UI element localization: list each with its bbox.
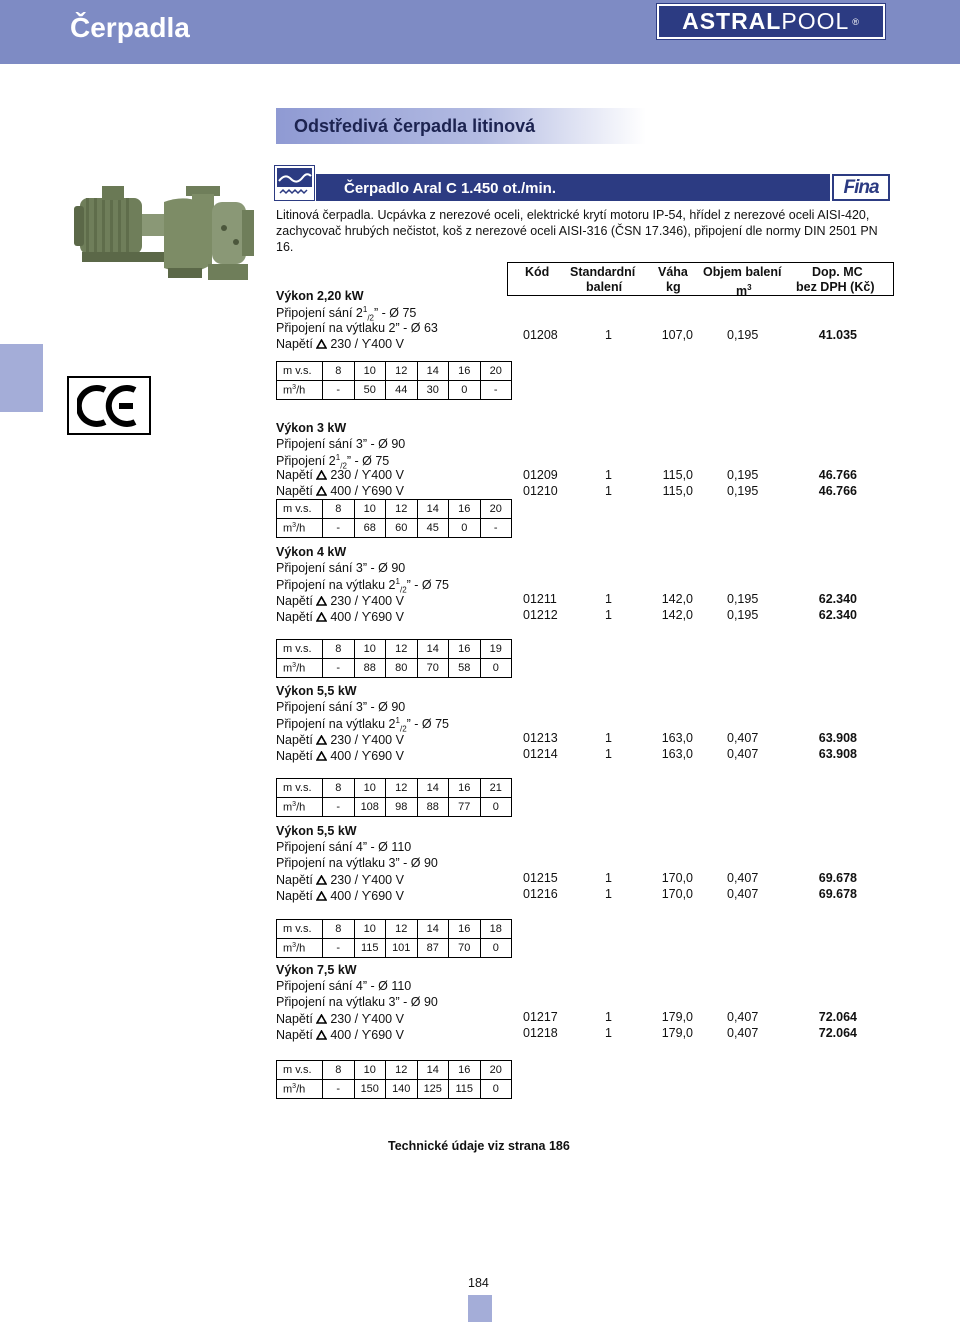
delta-triangle-icon	[316, 751, 327, 761]
technical-data-note: Technické údaje viz strana 186	[388, 1139, 570, 1153]
spec-line-text: Napětí	[276, 889, 317, 903]
flow-label	[277, 519, 323, 538]
product-volume: 0,195	[727, 468, 759, 482]
delta-triangle-icon	[316, 612, 327, 622]
flow-label	[277, 381, 323, 400]
product-weight: 179,0	[661, 1026, 693, 1040]
flow-value: 70	[417, 659, 449, 678]
voltage-value: 230 / ϒ400 V	[330, 1012, 404, 1026]
head-value: 10	[354, 920, 386, 939]
performance-table	[276, 1060, 512, 1099]
head-value: 18	[480, 920, 512, 939]
spec-line-text: Napětí	[276, 468, 317, 482]
voltage-value: 400 / ϒ690 V	[330, 484, 404, 498]
performance-table	[276, 919, 512, 958]
voltage-value: 230 / ϒ400 V	[330, 594, 404, 608]
spec-line-text: Připojení 2	[276, 454, 336, 469]
connection-line	[276, 305, 416, 323]
head-value: 16	[449, 1061, 481, 1080]
logo-light-text: POOL	[781, 8, 850, 34]
head-row	[277, 362, 512, 381]
flow-value: 0	[480, 798, 512, 817]
flow-value: 0	[480, 1080, 512, 1099]
product-price: 62.340	[818, 592, 857, 606]
delta-triangle-icon	[316, 486, 327, 496]
head-value: 20	[480, 1061, 512, 1080]
flow-unit-sup: 3	[292, 800, 297, 808]
voltage-line	[276, 594, 404, 608]
flow-label	[277, 659, 323, 678]
flow-unit: m	[283, 801, 293, 814]
spec-line-text: Napětí	[276, 1028, 317, 1042]
flow-value: 87	[417, 939, 449, 958]
voltage-value: 230 / ϒ400 V	[330, 733, 404, 747]
head-row	[277, 500, 512, 519]
flow-unit-suffix: /h	[296, 1083, 306, 1096]
flow-label	[277, 1080, 323, 1099]
product-weight: 115,0	[662, 484, 693, 498]
flow-value: 140	[386, 1080, 418, 1099]
flow-value: -	[323, 381, 355, 400]
head-value: 10	[354, 362, 386, 381]
flow-value: 125	[417, 1080, 449, 1099]
flow-value: 70	[449, 939, 481, 958]
head-value: 12	[386, 920, 418, 939]
delta-triangle-icon	[316, 470, 327, 480]
performance-table	[276, 639, 512, 678]
spec-line-text: Připojení na výtlaku 2	[276, 578, 396, 593]
head-value: 8	[323, 779, 355, 798]
page-title: Čerpadla	[70, 12, 190, 43]
spec-line-text: Napětí	[276, 733, 317, 747]
flow-value: -	[323, 519, 355, 538]
flow-unit-suffix: /h	[296, 801, 306, 814]
spec-line-text: Napětí	[276, 337, 317, 351]
head-label: m v.s.	[277, 640, 323, 659]
head-value: 10	[354, 779, 386, 798]
voltage-line	[276, 610, 404, 624]
product-std-pack: 1	[605, 1026, 612, 1040]
flow-value: 68	[354, 519, 386, 538]
head-value: 14	[417, 500, 449, 519]
product-volume: 0,407	[727, 1010, 759, 1024]
delta-triangle-icon	[316, 891, 327, 901]
spec-line-text: Napětí	[276, 749, 317, 763]
head-value: 16	[449, 640, 481, 659]
head-value: 16	[449, 920, 481, 939]
spec-line-text: Připojení na výtlaku 3” - Ø 90	[276, 995, 438, 1009]
flow-value: -	[323, 939, 355, 958]
col-std-line1: Standardní	[570, 265, 636, 279]
col-price-line2: bez DPH (Kč)	[796, 280, 875, 294]
spec-line-text: Připojení sání 3” - Ø 90	[276, 561, 406, 575]
flow-row	[277, 939, 512, 958]
voltage-line	[276, 733, 404, 747]
product-weight: 163,0	[661, 747, 693, 761]
product-price: 69.678	[818, 887, 857, 901]
fraction-numerator: 1	[395, 577, 400, 586]
product-volume: 0,407	[727, 1026, 759, 1040]
head-value: 19	[480, 640, 512, 659]
head-value: 12	[386, 500, 418, 519]
col-volume-line2	[736, 280, 752, 299]
flow-value: 58	[449, 659, 481, 678]
product-price: 69.678	[818, 871, 857, 885]
head-row	[277, 920, 512, 939]
product-description: Litinová čerpadla. Ucpávka z nerezové oceli, elektrické krytí motoru IP-54, hřídel z nerezové oceli AISI-420, zachycovač hrubých nečistot, koš z nerezové oceli AISI-316 (ČSN 17.346), připojení dle normy DIN 2501 PN 16.	[276, 208, 878, 254]
fraction-denominator: /2	[340, 461, 347, 471]
flow-value: 88	[354, 659, 386, 678]
flow-value: 98	[386, 798, 418, 817]
flow-value: -	[323, 1080, 355, 1099]
fraction-denominator: /2	[367, 313, 374, 323]
flow-row	[277, 519, 512, 538]
fraction-denominator: /2	[399, 724, 407, 734]
voltage-line	[276, 749, 404, 763]
head-label: m v.s.	[277, 500, 323, 519]
flow-value: 101	[386, 939, 418, 958]
head-value: 10	[354, 1061, 386, 1080]
logo-bold-text: ASTRAL	[682, 8, 782, 34]
delta-triangle-icon	[316, 1014, 327, 1024]
spec-title: Výkon 5,5 kW	[276, 684, 357, 698]
spec-line-text: Připojení na výtlaku 2	[276, 717, 396, 732]
head-value: 14	[417, 920, 449, 939]
delta-triangle-icon	[316, 596, 327, 606]
head-value: 8	[323, 500, 355, 519]
flow-unit: m	[283, 942, 293, 955]
flow-unit: m	[283, 522, 293, 535]
fraction-numerator: 1	[395, 716, 400, 725]
flow-row	[277, 798, 512, 817]
connection-line	[276, 716, 449, 734]
spec-line-tail: ” - Ø 75	[346, 454, 390, 469]
product-volume: 0,195	[727, 484, 759, 498]
col-weight-line2: kg	[666, 280, 681, 294]
spec-line-text: Připojení sání 4” - Ø 110	[276, 840, 412, 854]
product-code: 01218	[523, 1026, 558, 1040]
flow-unit: m	[283, 662, 293, 675]
flow-unit-suffix: /h	[296, 522, 306, 535]
spec-line-text: Napětí	[276, 594, 317, 608]
product-code: 01209	[523, 468, 558, 482]
col-price-line1: Dop. MC	[812, 265, 863, 279]
product-price: 46.766	[818, 468, 857, 482]
col-code: Kód	[525, 265, 550, 279]
delta-triangle-icon	[316, 875, 327, 885]
product-std-pack: 1	[605, 887, 612, 901]
product-code: 01214	[523, 747, 558, 761]
voltage-value: 230 / ϒ400 V	[330, 337, 404, 351]
product-code: 01213	[523, 731, 558, 745]
col-volume-line1: Objem balení	[703, 265, 782, 279]
head-value: 14	[417, 1061, 449, 1080]
product-price: 46.766	[818, 484, 857, 498]
spec-title: Výkon 7,5 kW	[276, 963, 357, 977]
flow-value: -	[323, 798, 355, 817]
head-label: m v.s.	[277, 920, 323, 939]
ce-mark-icon	[67, 376, 151, 435]
product-code: 01208	[523, 328, 558, 342]
flow-value: -	[480, 381, 512, 400]
spec-line-text: Připojení sání 3” - Ø 90	[276, 700, 406, 714]
spec-title: Výkon 4 kW	[276, 545, 347, 559]
fraction-denominator: /2	[399, 585, 407, 595]
voltage-line	[276, 1028, 404, 1042]
page-tab-marker	[468, 1295, 492, 1322]
flow-unit-suffix: /h	[296, 942, 306, 955]
product-weight: 163,0	[661, 731, 693, 745]
head-value: 14	[417, 640, 449, 659]
product-volume: 0,195	[727, 608, 759, 622]
flow-value: -	[323, 659, 355, 678]
voltage-line	[276, 1012, 404, 1026]
product-code: 01210	[523, 484, 558, 498]
section-title: Odstředivá čerpadla litinová	[276, 108, 646, 144]
voltage-value: 400 / ϒ690 V	[330, 749, 404, 763]
flow-value: 150	[354, 1080, 386, 1099]
product-weight: 142,0	[661, 592, 693, 606]
flow-value: 77	[449, 798, 481, 817]
product-std-pack: 1	[605, 468, 612, 482]
voltage-value: 400 / ϒ690 V	[330, 889, 404, 903]
flow-unit: m	[283, 1083, 293, 1096]
product-weight: 115,0	[662, 468, 693, 482]
spec-line-text: Napětí	[276, 610, 317, 624]
voltage-line	[276, 337, 404, 351]
product-code: 01217	[523, 1010, 558, 1024]
flow-unit-sup: 3	[292, 1082, 297, 1090]
spec-line-tail: ” - Ø 75	[373, 306, 417, 321]
head-value: 20	[480, 362, 512, 381]
head-value: 10	[354, 640, 386, 659]
delta-triangle-icon	[316, 1030, 327, 1040]
voltage-value: 400 / ϒ690 V	[330, 610, 404, 624]
flow-value: 108	[354, 798, 386, 817]
pump-image	[72, 168, 268, 313]
price-table-header	[507, 262, 894, 299]
flow-row	[277, 659, 512, 678]
performance-table	[276, 778, 512, 817]
voltage-value: 400 / ϒ690 V	[330, 1028, 404, 1042]
product-price: 41.035	[818, 328, 857, 342]
head-value: 20	[480, 500, 512, 519]
flow-value: 115	[449, 1080, 481, 1099]
product-volume: 0,407	[727, 871, 759, 885]
delta-triangle-icon	[316, 339, 327, 349]
flow-unit-sup: 3	[292, 941, 297, 949]
spec-line-text: Připojení na výtlaku 3” - Ø 90	[276, 856, 438, 870]
product-std-pack: 1	[605, 747, 612, 761]
product-volume: 0,195	[727, 592, 759, 606]
product-std-pack: 1	[605, 1010, 612, 1024]
spec-line-text: Připojení na výtlaku 2” - Ø 63	[276, 321, 438, 335]
flow-label	[277, 798, 323, 817]
flow-value: 0	[480, 939, 512, 958]
product-std-pack: 1	[605, 731, 612, 745]
product-price: 63.908	[818, 731, 857, 745]
product-code: 01216	[523, 887, 558, 901]
spec-title: Výkon 3 kW	[276, 421, 347, 435]
product-price: 63.908	[818, 747, 857, 761]
head-value: 16	[449, 362, 481, 381]
voltage-value: 230 / ϒ400 V	[330, 873, 404, 887]
spec-line-tail: ” - Ø 75	[406, 578, 450, 593]
head-value: 14	[417, 779, 449, 798]
delta-triangle-icon	[316, 735, 327, 745]
spec-title: Výkon 2,20 kW	[276, 289, 364, 303]
product-volume: 0,407	[727, 731, 759, 745]
connection-line	[276, 321, 438, 335]
head-value: 8	[323, 640, 355, 659]
spec-title: Výkon 5,5 kW	[276, 824, 357, 838]
fraction-numerator: 1	[362, 305, 368, 314]
head-value: 10	[354, 500, 386, 519]
product-price: 72.064	[818, 1010, 857, 1024]
col-volume-sup: 3	[747, 283, 752, 292]
model-title: Čerpadlo Aral C 1.450 ot./min.	[316, 174, 830, 201]
flow-row	[277, 381, 512, 400]
connection-line	[276, 437, 405, 451]
product-volume: 0,407	[727, 887, 759, 901]
col-std-line2: balení	[586, 280, 623, 294]
flow-unit: m	[283, 384, 293, 397]
product-std-pack: 1	[605, 328, 612, 342]
connection-line	[276, 840, 411, 854]
head-label: m v.s.	[277, 362, 323, 381]
product-code: 01211	[523, 592, 557, 606]
flow-value: 44	[386, 381, 418, 400]
head-value: 14	[417, 362, 449, 381]
flow-unit-suffix: /h	[296, 662, 306, 675]
head-value: 16	[449, 500, 481, 519]
head-row	[277, 640, 512, 659]
product-weight: 142,0	[661, 608, 693, 622]
spec-line-text: Napětí	[276, 873, 317, 887]
flow-unit-sup: 3	[292, 521, 297, 529]
head-value: 8	[323, 362, 355, 381]
performance-table	[276, 499, 512, 538]
head-value: 12	[386, 1061, 418, 1080]
head-label: m v.s.	[277, 1061, 323, 1080]
flow-unit-sup: 3	[292, 383, 297, 391]
flow-unit-sup: 3	[292, 661, 297, 669]
side-tab-marker	[0, 344, 43, 412]
voltage-line	[276, 889, 404, 903]
head-value: 8	[323, 920, 355, 939]
voltage-line	[276, 468, 404, 482]
flow-value: 115	[354, 939, 386, 958]
head-row	[277, 1061, 512, 1080]
flow-value: 80	[386, 659, 418, 678]
flow-value: 50	[354, 381, 386, 400]
page-header	[0, 0, 960, 64]
page-number: 184	[468, 1276, 489, 1290]
spec-line-text: Napětí	[276, 1012, 317, 1026]
product-std-pack: 1	[605, 871, 612, 885]
product-volume: 0,407	[727, 747, 759, 761]
product-volume: 0,195	[727, 328, 759, 342]
flow-label	[277, 939, 323, 958]
flow-value: 45	[417, 519, 449, 538]
head-value: 21	[480, 779, 512, 798]
spec-line-text: Připojení sání 3” - Ø 90	[276, 437, 406, 451]
connection-line	[276, 577, 449, 595]
spec-line-text: Připojení sání 2	[276, 306, 363, 321]
pool-wave-icon	[274, 165, 315, 201]
product-std-pack: 1	[605, 608, 612, 622]
head-value: 12	[386, 779, 418, 798]
flow-value: 0	[449, 519, 481, 538]
product-code: 01215	[523, 871, 558, 885]
product-weight: 179,0	[661, 1010, 693, 1024]
astralpool-logo	[657, 4, 885, 39]
flow-row	[277, 1080, 512, 1099]
head-value: 8	[323, 1061, 355, 1080]
fina-brand-logo: Fina	[832, 174, 890, 201]
spec-line-tail: ” - Ø 75	[406, 717, 450, 732]
flow-value: 30	[417, 381, 449, 400]
spec-line-text: Napětí	[276, 484, 317, 498]
fraction-numerator: 1	[335, 453, 341, 462]
col-weight-line1: Váha	[658, 265, 688, 279]
flow-value: 88	[417, 798, 449, 817]
connection-line	[276, 856, 438, 870]
head-value: 12	[386, 640, 418, 659]
flow-value: -	[480, 519, 512, 538]
product-weight: 170,0	[661, 871, 693, 885]
product-std-pack: 1	[605, 484, 612, 498]
product-code: 01212	[523, 608, 558, 622]
voltage-value: 230 / ϒ400 V	[330, 468, 404, 482]
flow-value: 0	[480, 659, 512, 678]
product-price: 62.340	[818, 608, 857, 622]
head-value: 16	[449, 779, 481, 798]
connection-line	[276, 995, 438, 1009]
voltage-line	[276, 484, 404, 498]
flow-unit-suffix: /h	[296, 384, 306, 397]
flow-value: 0	[449, 381, 481, 400]
connection-line	[276, 979, 411, 993]
product-weight: 170,0	[661, 887, 693, 901]
head-label: m v.s.	[277, 779, 323, 798]
product-std-pack: 1	[605, 592, 612, 606]
product-price: 72.064	[818, 1026, 857, 1040]
logo-registered-mark: ®	[852, 16, 860, 27]
product-weight: 107,0	[661, 328, 693, 342]
voltage-line	[276, 873, 404, 887]
col-volume-unit: m	[736, 284, 748, 299]
spec-line-text: Připojení sání 4” - Ø 110	[276, 979, 412, 993]
head-value: 12	[386, 362, 418, 381]
flow-value: 60	[386, 519, 418, 538]
head-row	[277, 779, 512, 798]
connection-line	[276, 700, 405, 714]
connection-line	[276, 561, 405, 575]
performance-table	[276, 361, 512, 400]
